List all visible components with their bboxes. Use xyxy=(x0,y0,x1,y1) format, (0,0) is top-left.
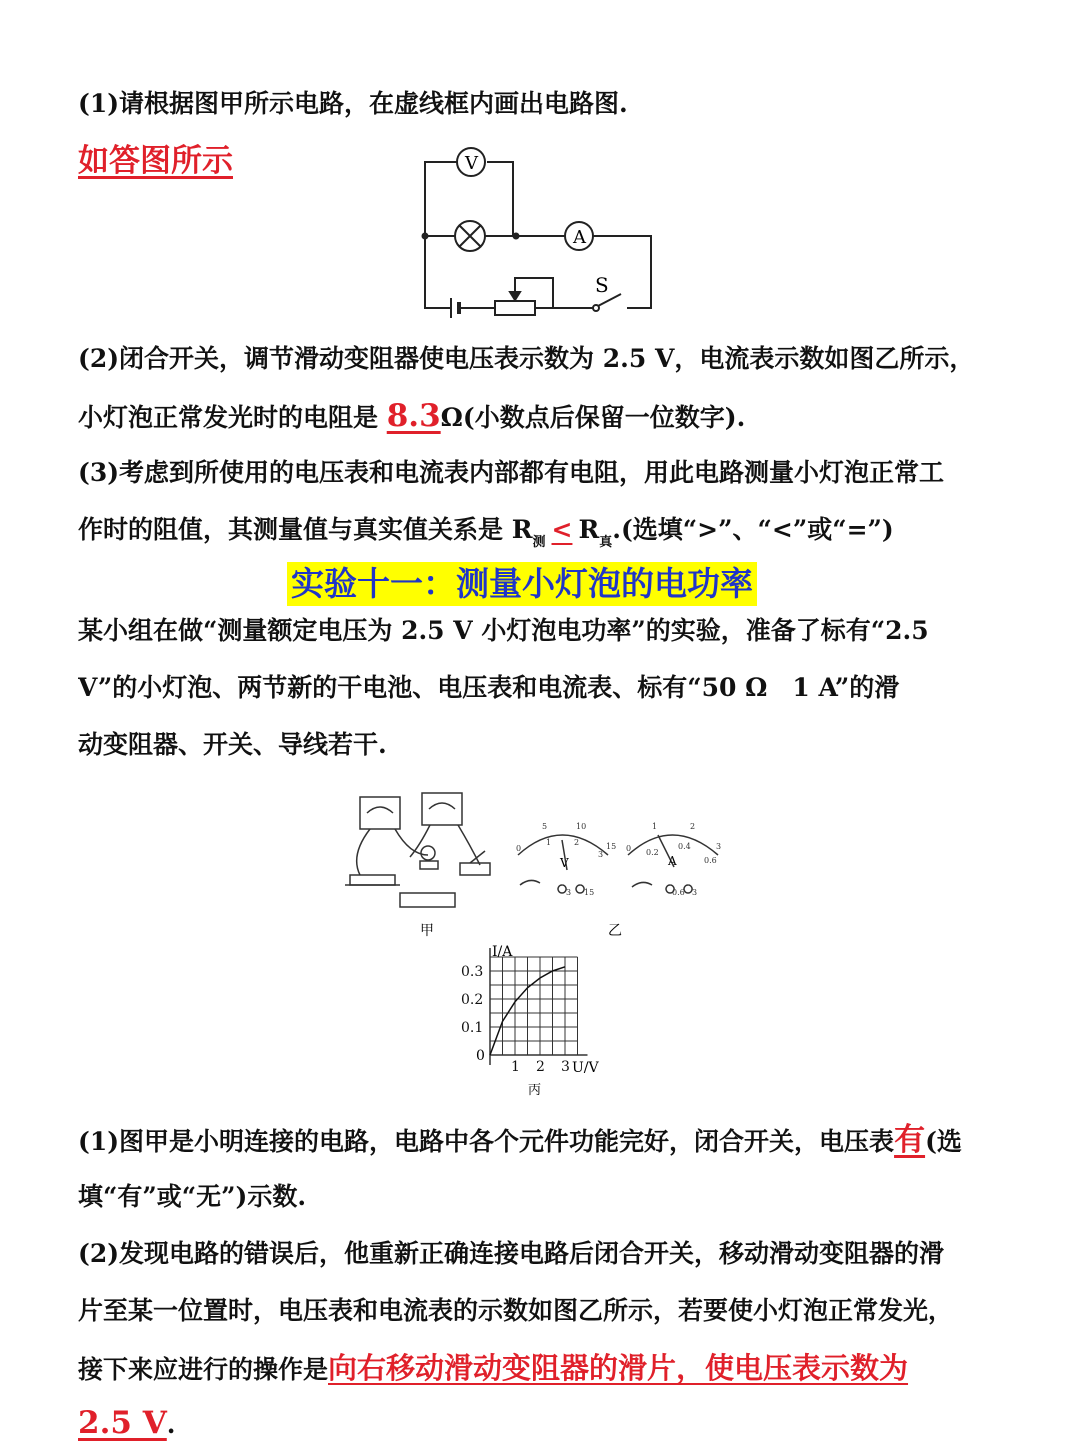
v-tick-1: 1 xyxy=(546,838,552,847)
voltmeter-dial-symbol: V xyxy=(560,856,569,870)
voltmeter-label: V xyxy=(465,153,478,174)
ammeter-label: A xyxy=(573,227,586,248)
answer-p2-line4: 2.5 V xyxy=(78,1405,167,1441)
ammeter-dial-symbol: A xyxy=(668,854,677,868)
voltmeter-device-scale xyxy=(367,807,393,813)
answer-1: 如答图所示 xyxy=(78,143,233,179)
intro-line3: 动变阻器、开关、导线若干. xyxy=(78,730,387,759)
switch-label: S xyxy=(595,273,609,297)
part-2-line1: (2)发现电路的错误后，他重新正确连接电路后闭合开关，移动滑动变阻器的滑 xyxy=(78,1239,945,1268)
wire xyxy=(593,236,651,308)
rheostat-arrow xyxy=(510,292,520,300)
intro-line2: V”的小灯泡、两节新的干电池、电压表和电流表、标有“50 Ω 1 A”的滑 xyxy=(78,673,900,702)
device-wires xyxy=(357,825,480,875)
figure-label-yi: 乙 xyxy=(608,923,622,939)
y-axis-label: I/A xyxy=(492,944,513,960)
question-3-line2: 作时的阻值，其测量值与真实值关系是 $R_测 < R_真$.(选填“>”、“<”或“=”) xyxy=(78,515,894,550)
v-tick-0: 0 xyxy=(516,844,522,853)
origin-label: 0 xyxy=(476,1048,485,1064)
question-3-line1: (3)考虑到所使用的电压表和电流表内部都有电阻，用此电路测量小灯泡正常工 xyxy=(78,458,945,487)
figure-jia-yi xyxy=(340,785,740,940)
part-2-line3: 接下来应进行的操作是向右移动滑动变阻器的滑片，使电压表示数为 xyxy=(78,1351,909,1385)
part-2-line4: 2.5 V. xyxy=(78,1405,176,1441)
a-terminal-3: 3 xyxy=(692,888,698,897)
ammeter-device-scale xyxy=(429,803,455,809)
lamp-bulb xyxy=(421,846,435,860)
junction-dot xyxy=(514,234,519,239)
wire xyxy=(425,236,451,308)
question-1: (1)请根据图甲所示电路，在虚线框内画出电路图. xyxy=(78,89,628,118)
ammeter-dial-arc xyxy=(628,835,718,855)
part-1-line2: 填“有”或“无”)示数. xyxy=(78,1182,307,1211)
answer-p1: 有 xyxy=(894,1122,926,1158)
x-tick-label: 1 xyxy=(511,1059,520,1075)
answer-2: 8.3 xyxy=(386,398,441,434)
a-tick-0: 0 xyxy=(626,844,632,853)
figure-label-jia: 甲 xyxy=(420,923,434,939)
answer-3: < xyxy=(551,515,573,544)
voltmeter-device xyxy=(360,797,400,829)
v-tick-3: 3 xyxy=(598,850,604,859)
x-axis-label: U/V xyxy=(572,1060,599,1076)
part-2-line2: 片至某一位置时，电压表和电流表的示数如图乙所示，若要使小灯泡正常发光， xyxy=(78,1296,954,1325)
x-tick-label: 3 xyxy=(561,1059,570,1075)
v-terminal-3: 3 xyxy=(566,888,572,897)
a-tick-3: 3 xyxy=(716,842,722,851)
question-2-line2: 小灯泡正常发光时的电阻是 8.3Ω(小数点后保留一位数字). xyxy=(78,398,746,434)
lamp-holder xyxy=(420,861,438,869)
part-1-line1: (1)图甲是小明连接的电路，电路中各个元件功能完好，闭合开关，电压表有(选 xyxy=(78,1122,962,1158)
a-tick-0-2: 0.2 xyxy=(646,848,659,857)
v-tick-5: 5 xyxy=(542,822,548,831)
v-tick-15: 15 xyxy=(606,842,617,851)
x-tick-label: 2 xyxy=(536,1059,545,1075)
figure-label-bing: 丙 xyxy=(528,1083,542,1098)
a-tick-2: 2 xyxy=(690,822,696,831)
wire xyxy=(425,162,457,236)
a-tick-0-6: 0.6 xyxy=(704,856,717,865)
y-tick-label: 0.3 xyxy=(461,964,484,980)
v-tick-10: 10 xyxy=(576,822,587,831)
a-tick-0-4: 0.4 xyxy=(678,842,691,851)
switch-device xyxy=(460,863,490,875)
section-title: 实验十一：测量小灯泡的电功率 xyxy=(287,562,757,606)
a-tick-1: 1 xyxy=(652,822,658,831)
junction-dot xyxy=(423,234,428,239)
wire xyxy=(487,162,513,236)
intro-line1: 某小组在做“测量额定电压为 2.5 V 小灯泡电功率”的实验，准备了标有“2.5 xyxy=(78,616,929,645)
battery-box xyxy=(400,893,455,907)
answer-p2-line3: 向右移动滑动变阻器的滑片，使电压表示数为 xyxy=(328,1351,909,1385)
y-tick-label: 0.1 xyxy=(461,1020,484,1036)
lamp-cross xyxy=(459,225,481,247)
v-terminal-15: 15 xyxy=(584,888,595,897)
circuit-diagram xyxy=(415,140,665,330)
rheostat-device xyxy=(350,875,395,885)
question-2-line1: (2)闭合开关，调节滑动变阻器使电压表示数为 2.5 V，电流表示数如图乙所示， xyxy=(78,344,975,373)
voltmeter-terminals xyxy=(520,880,584,893)
a-terminal-0-6: 0.6 xyxy=(672,888,685,897)
y-tick-label: 0.2 xyxy=(461,992,484,1008)
iu-chart xyxy=(450,940,620,1100)
v-tick-2: 2 xyxy=(574,838,580,847)
rheostat-body xyxy=(495,301,535,315)
ammeter-device xyxy=(422,793,462,825)
